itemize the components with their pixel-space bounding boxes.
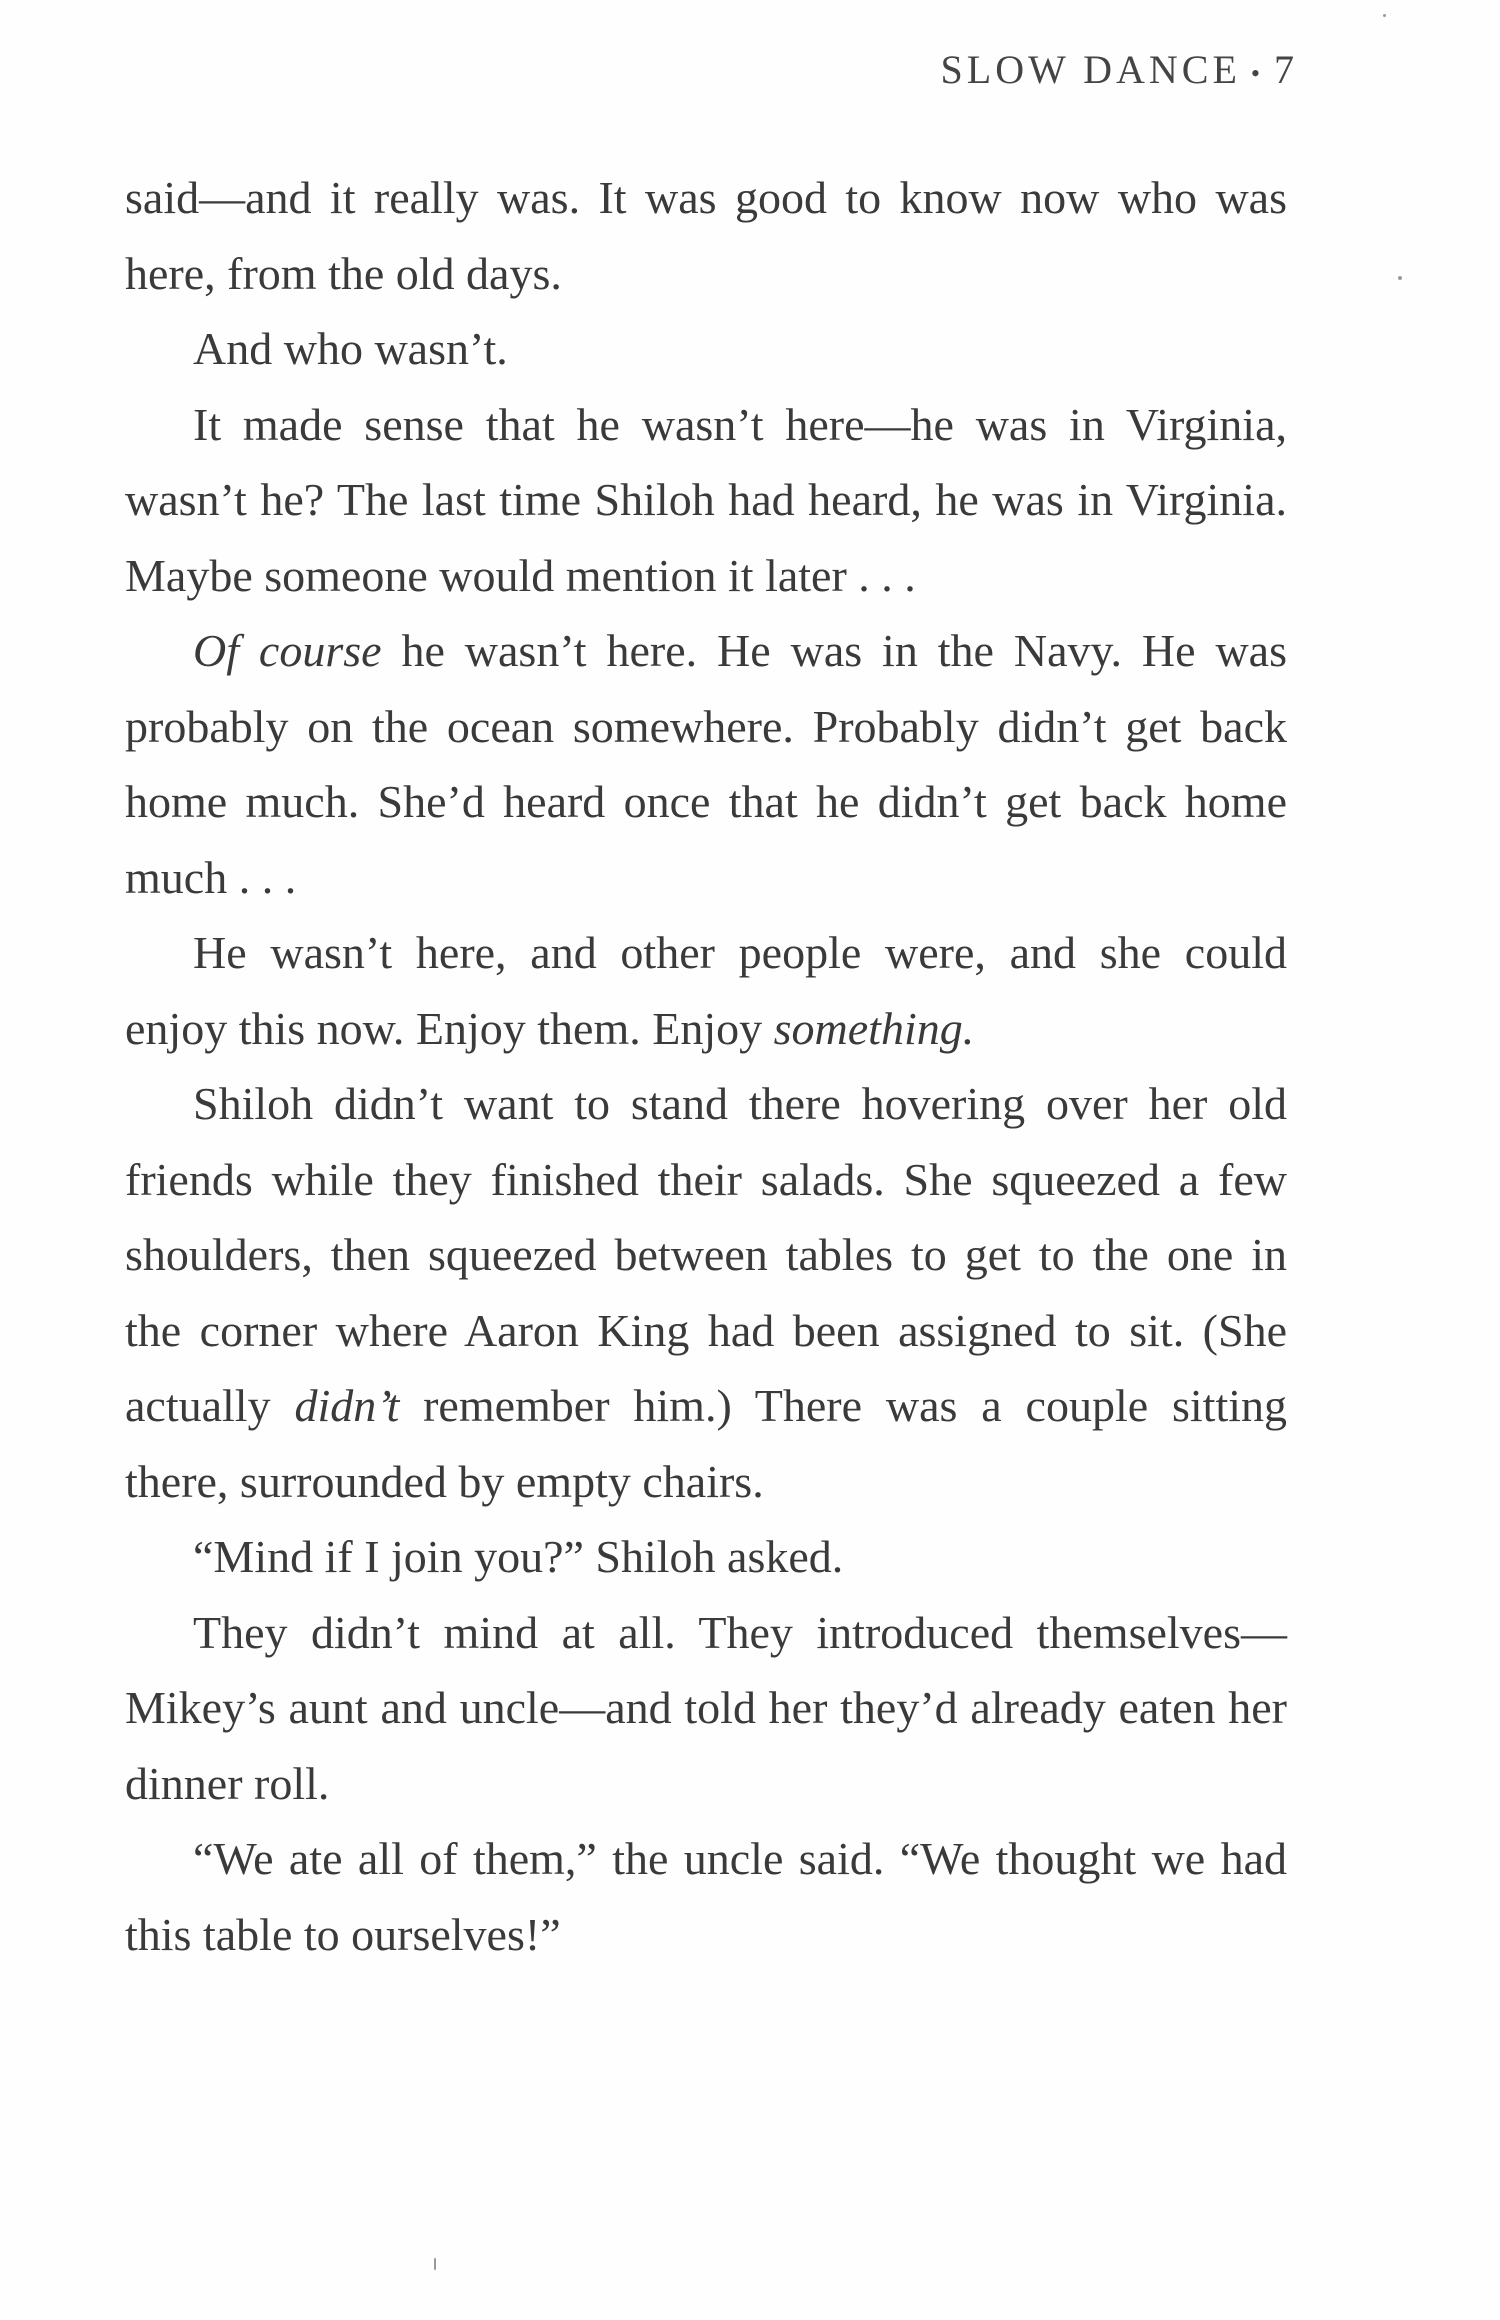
paragraph [125,1519,1287,1595]
paper-speck [434,2258,436,2270]
running-title: SLOW DANCE [940,47,1241,92]
paragraph-text: “We ate all of them,” the uncle said. “We thought we had this table to ourselves!” [125,1833,1287,1960]
paragraph-text: And who wasn’t. [193,323,508,374]
paper-speck [1398,276,1402,280]
paragraph [125,160,1287,311]
paper-speck [1383,14,1386,17]
paragraph-text: “Mind if I join you?” Shiloh asked. [193,1531,844,1582]
paragraph-text: It made sense that he wasn’t here—he was in Virginia, wasn’t he? The last time Shiloh had heard, he was in Virginia. Maybe someone would mention it later . . . [125,398,1287,601]
paragraph [125,311,1287,387]
paragraph [125,915,1287,1066]
page-number: 7 [1274,47,1298,92]
paragraph-text: he wasn’t here. He was in the Navy. He was probably on the ocean somewhere. Probably didn’t get back home much. She’d heard once that he didn’t get back home much . . . [125,625,1287,903]
paragraph-text: said—and it really was. It was good to know now who was here, from the old days. [125,172,1287,299]
emphasis-text: didn’t [294,1380,400,1431]
running-header [941,46,1298,93]
paragraph-text: They didn’t mind at all. They introduced themselves—Mikey’s aunt and uncle—and told her they’d already eaten her dinner roll. [125,1606,1287,1809]
paragraph [125,1066,1287,1519]
paragraph [125,1821,1287,1972]
paragraph [125,1595,1287,1822]
emphasis-text: something. [773,1002,975,1054]
paragraph-text: remember him.) There was a couple sitting there, surrounded by empty chairs. [125,1380,1288,1507]
paragraph [125,387,1287,614]
emphasis-text: Of course [193,625,382,676]
paragraph [125,613,1287,915]
paragraph-text: He wasn’t here, and other people were, and she could enjoy this now. Enjoy them. Enjoy [125,927,1287,1054]
header-separator: • [1250,58,1264,88]
paragraph-text: Shiloh didn’t want to stand there hovering over her old friends while they finished their salads. She squeezed a few shoulders, then squeezed between tables to get to the one in the corner where Aaron King had been assigned to sit. (She actually [125,1078,1287,1431]
body-text [125,160,1287,1972]
